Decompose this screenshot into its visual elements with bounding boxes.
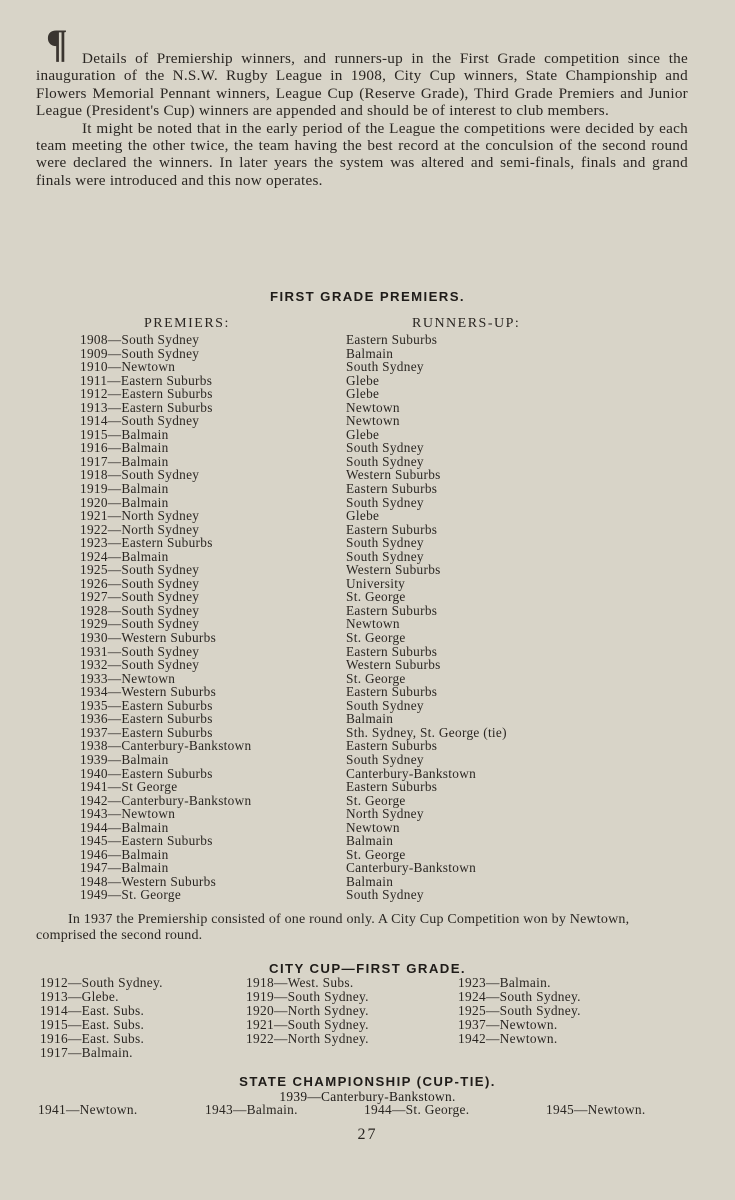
runner-up-entry: Balmain	[346, 873, 394, 889]
premier-entry: 1937—Eastern Suburbs	[80, 724, 213, 740]
runner-up-entry: St. George	[346, 792, 406, 808]
runner-up-entry: South Sydney	[346, 535, 424, 551]
runner-up-entry: Canterbury-Bankstown	[346, 765, 477, 781]
state-championship-heading: STATE CHAMPIONSHIP (CUP-TIE).	[239, 1074, 496, 1089]
runner-up-entry: Eastern Suburbs	[346, 779, 438, 795]
premier-entry: 1916—Balmain	[80, 440, 169, 456]
premier-entry: 1941—St George	[80, 779, 178, 795]
runner-up-entry: St. George	[346, 589, 406, 605]
note-text: In 1937 the Premiership consisted of one round only. A City Cup Competition won by Newtown, comprised the second round.	[36, 912, 630, 943]
city-cup-entry: 1918—West. Subs.	[246, 975, 354, 990]
premier-entry: 1947—Balmain	[80, 860, 169, 876]
runner-up-entry: Eastern Suburbs	[346, 643, 438, 659]
premier-entry: 1934—Western Suburbs	[80, 684, 217, 700]
premier-entry: 1928—South Sydney	[80, 602, 200, 618]
premiers-column-header: PREMIERS:	[144, 316, 230, 331]
premier-entry: 1913—Eastern Suburbs	[80, 399, 213, 415]
runner-up-entry: South Sydney	[346, 494, 424, 510]
runner-up-entry: Glebe	[346, 508, 380, 524]
premier-entry: 1929—South Sydney	[80, 616, 200, 632]
premier-entry: 1923—Eastern Suburbs	[80, 535, 213, 551]
premier-entry: 1942—Canterbury-Bankstown	[80, 792, 252, 808]
runner-up-entry: South Sydney	[346, 751, 424, 767]
premier-entry: 1922—North Sydney	[80, 521, 200, 537]
city-cup-heading: CITY CUP—FIRST GRADE.	[269, 961, 466, 976]
premier-entry: 1914—South Sydney	[80, 413, 200, 429]
runner-up-entry: Eastern Suburbs	[346, 481, 438, 497]
city-cup-column-2	[246, 976, 369, 1046]
runner-up-entry: Eastern Suburbs	[346, 332, 438, 347]
runner-up-entry: Eastern Suburbs	[346, 521, 438, 537]
city-cup-entry: 1913—Glebe.	[40, 989, 119, 1004]
premiership-note	[36, 912, 676, 944]
runner-up-entry: Newtown	[346, 413, 400, 429]
premier-entry: 1920—Balmain	[80, 494, 169, 510]
premier-entry: 1948—Western Suburbs	[80, 873, 217, 889]
premier-entry: 1931—South Sydney	[80, 643, 200, 659]
premier-entry: 1936—Eastern Suburbs	[80, 711, 213, 727]
premier-entry: 1935—Eastern Suburbs	[80, 697, 213, 713]
runner-up-entry: University	[346, 575, 406, 591]
runner-up-entry: South Sydney	[346, 453, 424, 469]
city-cup-entry: 1937—Newtown.	[458, 1017, 558, 1032]
runner-up-entry: Balmain	[346, 345, 394, 361]
runner-up-entry: Glebe	[346, 386, 380, 402]
runner-up-entry: South Sydney	[346, 548, 424, 564]
runner-up-entry: Newtown	[346, 399, 400, 415]
premier-entry: 1917—Balmain	[80, 453, 169, 469]
runner-up-entry: Eastern Suburbs	[346, 602, 438, 618]
premier-entry: 1921—North Sydney	[80, 508, 200, 524]
city-cup-entry: 1923—Balmain.	[458, 975, 551, 990]
state-entry: 1944—St. George.	[364, 1102, 470, 1117]
paragraph-mark-icon: ¶	[46, 21, 68, 66]
city-cup-entry: 1920—North Sydney.	[246, 1003, 369, 1018]
runner-up-entry: St. George	[346, 630, 406, 646]
first-grade-heading: FIRST GRADE PREMIERS.	[270, 289, 465, 304]
runner-up-entry: Western Suburbs	[346, 562, 441, 578]
city-cup-column-1	[40, 976, 163, 1060]
premier-entry: 1940—Eastern Suburbs	[80, 765, 213, 781]
runner-up-entry: Glebe	[346, 426, 380, 442]
premier-entry: 1925—South Sydney	[80, 562, 200, 578]
premier-entry: 1945—Eastern Suburbs	[80, 833, 213, 849]
city-cup-entry: 1922—North Sydney.	[246, 1031, 369, 1046]
introduction	[36, 50, 688, 189]
runner-up-entry: Newtown	[346, 616, 400, 632]
runner-up-entry: St. George	[346, 670, 406, 686]
premier-entry: 1908—South Sydney	[80, 332, 200, 347]
city-cup-entry: 1915—East. Subs.	[40, 1017, 145, 1032]
city-cup-entry: 1924—South Sydney.	[458, 989, 581, 1004]
runner-up-entry: Balmain	[346, 833, 394, 849]
state-championship-centre-entry: 1939—Canterbury-Bankstown.	[279, 1089, 456, 1104]
state-entry: 1945—Newtown.	[546, 1102, 646, 1117]
state-entry: 1941—Newtown.	[38, 1102, 138, 1117]
city-cup-entry: 1942—Newtown.	[458, 1031, 558, 1046]
runner-up-entry: Glebe	[346, 372, 380, 388]
runner-up-entry: South Sydney	[346, 440, 424, 456]
premier-entry: 1918—South Sydney	[80, 467, 200, 483]
premier-entry: 1927—South Sydney	[80, 589, 200, 605]
premier-entry: 1932—South Sydney	[80, 657, 200, 673]
city-cup-entry: 1914—East. Subs.	[40, 1003, 145, 1018]
runner-up-entry: Western Suburbs	[346, 657, 441, 673]
city-cup-entry: 1916—East. Subs.	[40, 1031, 145, 1046]
premier-entry: 1949—St. George	[80, 887, 182, 903]
premier-entry: 1930—Western Suburbs	[80, 630, 217, 646]
runner-up-entry: South Sydney	[346, 359, 424, 375]
runner-up-entry: Eastern Suburbs	[346, 738, 438, 754]
runner-up-entry: St. George	[346, 846, 406, 862]
premiers-list	[80, 333, 340, 902]
premier-entry: 1939—Balmain	[80, 751, 169, 767]
premier-entry: 1915—Balmain	[80, 426, 169, 442]
premier-entry: 1910—Newtown	[80, 359, 176, 375]
intro-paragraph-1: Details of Premiership winners, and runners-up in the First Grade competition since the inauguration of the N.S.W. Rugby League in 1908, City Cup winners, State Championship and Flowers Memorial Pennant winners, League Cup (Reserve Grade), Third Grade Premiers and Junior League (President's Cup) winners are appended and should be of interest to club members.	[36, 50, 688, 120]
city-cup-entry: 1917—Balmain.	[40, 1045, 133, 1060]
premier-entry: 1943—Newtown	[80, 806, 176, 822]
premier-entry: 1944—Balmain	[80, 819, 169, 835]
city-cup-column-3	[458, 976, 581, 1046]
premier-entry: 1946—Balmain	[80, 846, 169, 862]
premier-entry: 1926—South Sydney	[80, 575, 200, 591]
city-cup-entry: 1925—South Sydney.	[458, 1003, 581, 1018]
state-entry: 1943—Balmain.	[205, 1102, 298, 1117]
city-cup-entry: 1921—South Sydney.	[246, 1017, 369, 1032]
intro-paragraph-2: It might be noted that in the early period of the League the competitions were decided by each team meeting the other twice, the team having the best record at the conculsion of the second round were declared the winners. In later years the system was altered and semi-finals, finals and grand finals were introduced and this now operates.	[36, 119, 688, 189]
runners-up-column-header: RUNNERS-UP:	[412, 316, 521, 331]
premier-entry: 1933—Newtown	[80, 670, 176, 686]
runners-up-list	[346, 333, 646, 902]
runner-up-entry: Newtown	[346, 819, 400, 835]
premier-entry: 1911—Eastern Suburbs	[80, 372, 213, 388]
runner-up-entry: Balmain	[346, 711, 394, 727]
city-cup-entry: 1912—South Sydney.	[40, 975, 163, 990]
premier-entry: 1924—Balmain	[80, 548, 169, 564]
premier-entry: 1938—Canterbury-Bankstown	[80, 738, 252, 754]
runner-up-entry: Sth. Sydney, St. George (tie)	[346, 724, 507, 740]
page-number: 27	[357, 1126, 378, 1143]
runner-up-entry: South Sydney	[346, 887, 424, 903]
runner-up-entry: Eastern Suburbs	[346, 684, 438, 700]
premier-entry: 1909—South Sydney	[80, 345, 200, 361]
runner-up-entry: Canterbury-Bankstown	[346, 860, 477, 876]
runner-up-entry: South Sydney	[346, 697, 424, 713]
premier-entry: 1919—Balmain	[80, 481, 169, 497]
runner-up-entry: North Sydney	[346, 806, 424, 822]
runner-up-entry: Western Suburbs	[346, 467, 441, 483]
premier-entry: 1912—Eastern Suburbs	[80, 386, 213, 402]
city-cup-entry: 1919—South Sydney.	[246, 989, 369, 1004]
